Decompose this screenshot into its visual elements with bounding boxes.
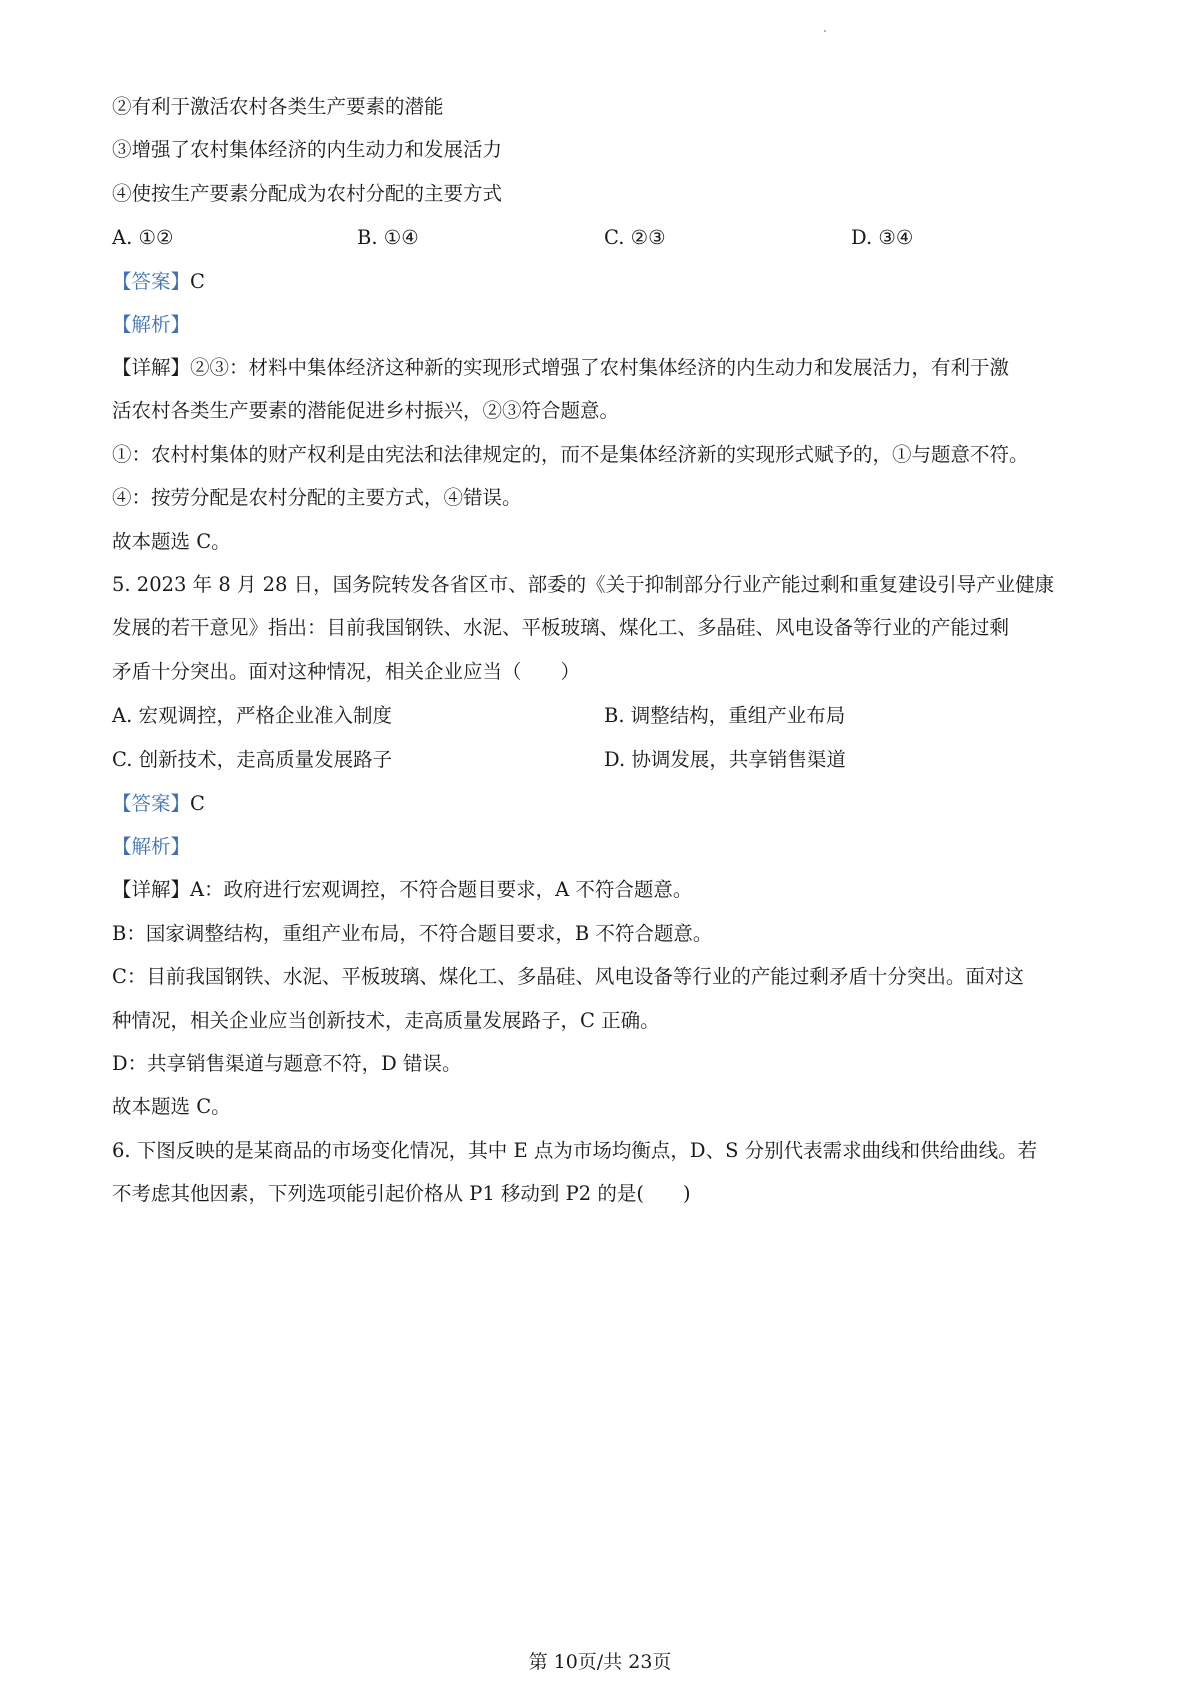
answer-tag: 【答案】 bbox=[112, 792, 191, 815]
q5-detail-line-4: 种情况，相关企业应当创新技术，走高质量发展路子，C 正确。 bbox=[112, 1009, 660, 1032]
q5-option-d: D. 协调发展，共享销售渠道 bbox=[604, 748, 846, 771]
q4-detail-line-4: ④：按劳分配是农村分配的主要方式，④错误。 bbox=[112, 486, 522, 509]
q4-answer bbox=[112, 272, 205, 292]
q5-answer bbox=[112, 794, 205, 814]
q5-conclusion: 故本题选 C。 bbox=[112, 1095, 231, 1118]
q4-item-2: ②有利于激活农村各类生产要素的潜能 bbox=[112, 95, 444, 118]
q5-detail-line-5: D：共享销售渠道与题意不符，D 错误。 bbox=[112, 1052, 462, 1075]
q5-option-c: C. 创新技术，走高质量发展路子 bbox=[112, 748, 393, 771]
answer-tag: 【答案】 bbox=[112, 270, 191, 293]
q5-analysis-tag: 【解析】 bbox=[112, 835, 191, 858]
q4-detail-line-2: 活农村各类生产要素的潜能促进乡村振兴，②③符合题意。 bbox=[112, 399, 620, 422]
scan-speck bbox=[824, 30, 826, 32]
q5-stem-line-3: 矛盾十分突出。面对这种情况，相关企业应当（ ） bbox=[112, 660, 581, 683]
q5-detail-line-2: B：国家调整结构，重组产业布局，不符合题目要求，B 不符合题意。 bbox=[112, 922, 713, 945]
q5-detail-line-3: C：目前我国钢铁、水泥、平板玻璃、煤化工、多晶硅、风电设备等行业的产能过剩矛盾十分突出。面对这 bbox=[112, 965, 1024, 988]
q5-option-a: A. 宏观调控，严格企业准入制度 bbox=[112, 704, 392, 727]
q4-option-c: C. ②③ bbox=[604, 226, 666, 249]
q4-analysis-tag: 【解析】 bbox=[112, 313, 191, 336]
q4-detail-line-3: ①：农村村集体的财产权利是由宪法和法律规定的，而不是集体经济新的实现形式赋予的，①与题意不符。 bbox=[112, 443, 1029, 466]
q6-stem-line-1: 6. 下图反映的是某商品的市场变化情况，其中 E 点为市场均衡点，D、S 分别代表需求曲线和供给曲线。若 bbox=[112, 1139, 1038, 1162]
q5-option-b: B. 调整结构，重组产业布局 bbox=[604, 704, 846, 727]
answer-value: C bbox=[190, 792, 205, 815]
q4-item-3: ③增强了农村集体经济的内生动力和发展活力 bbox=[112, 138, 503, 161]
q4-option-d: D. ③④ bbox=[851, 226, 914, 249]
q6-stem-line-2: 不考虑其他因素，下列选项能引起价格从 P1 移动到 P2 的是( ) bbox=[112, 1182, 691, 1205]
q5-detail-line-1: 【详解】A：政府进行宏观调控，不符合题目要求，A 不符合题意。 bbox=[112, 878, 693, 901]
q4-detail-line-1: 【详解】②③：材料中集体经济这种新的实现形式增强了农村集体经济的内生动力和发展活力，有利于激 bbox=[112, 356, 1010, 379]
q4-option-b: B. ①④ bbox=[357, 226, 419, 249]
q4-option-a: A. ①② bbox=[112, 226, 174, 249]
answer-value: C bbox=[190, 270, 205, 293]
q5-stem-line-1: 5. 2023 年 8 月 28 日，国务院转发各省区市、部委的《关于抑制部分行业产能过剩和重复建设引导产业健康 bbox=[112, 573, 1055, 596]
q4-item-4: ④使按生产要素分配成为农村分配的主要方式 bbox=[112, 182, 503, 205]
q4-conclusion: 故本题选 C。 bbox=[112, 530, 231, 553]
q5-stem-line-2: 发展的若干意见》指出：目前我国钢铁、水泥、平板玻璃、煤化工、多晶硅、风电设备等行业的产能过剩 bbox=[112, 616, 1010, 639]
page-footer: 第 10页/共 23页 bbox=[528, 1651, 672, 1673]
